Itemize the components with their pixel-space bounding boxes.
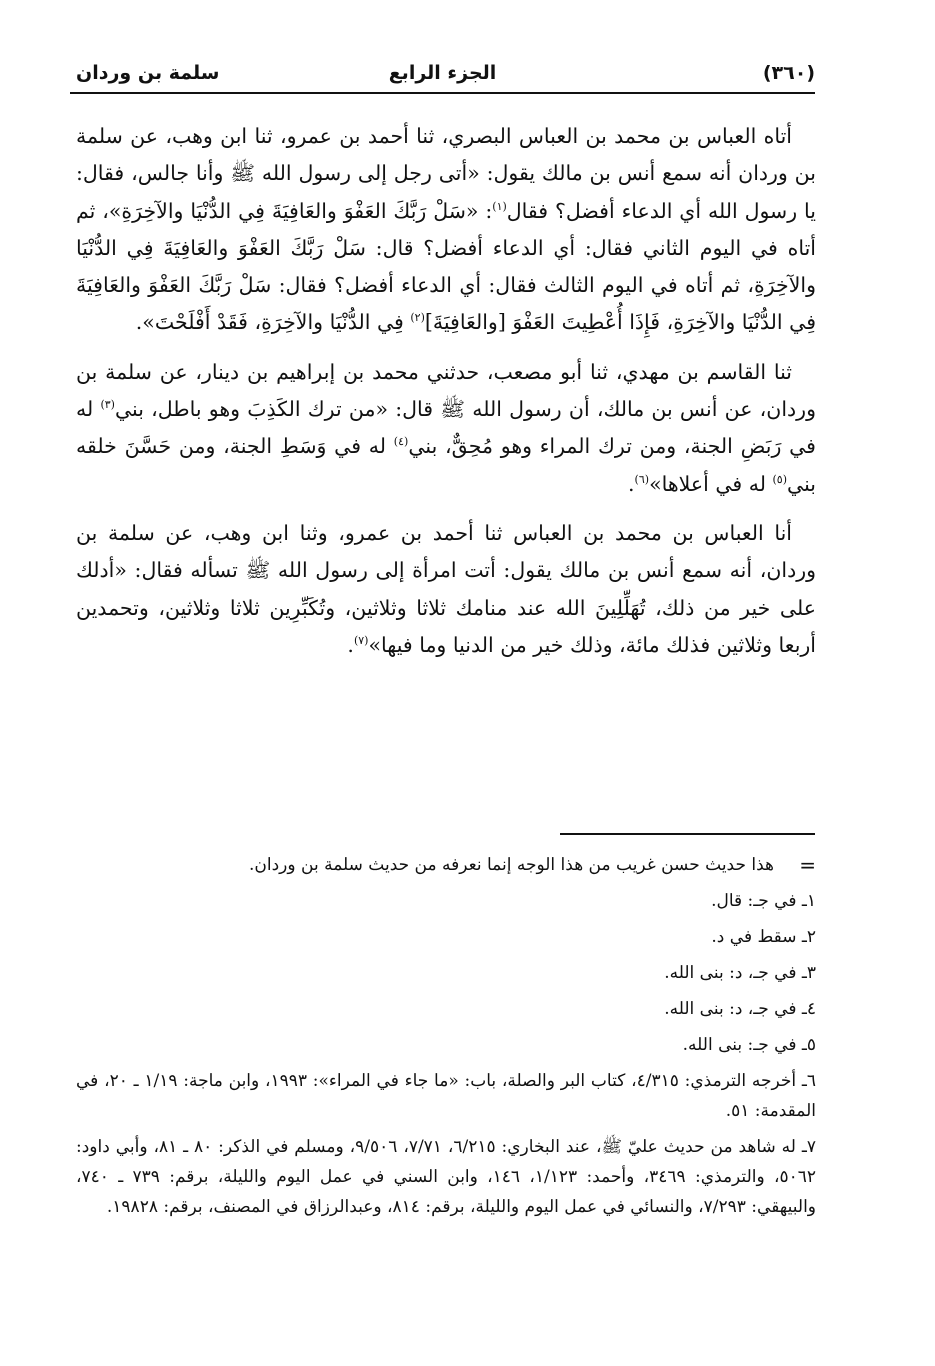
paragraph-text: أنا العباس بن محمد بن العباس ثنا أحمد بن عمرو، وثنا ابن وهب، عن سلمة بن وردان، أنه سمع أنس بن مالك يقول: أتت امرأة إلى رسول الله ﷺ تسأله فقال: «أدلك على خير من ذلك، تُهَلِّلِينَ الله عند منامك ثلاثا وثلاثين، وتُكَبِّرِين ثلاثا وثلاثين، وتحمدين أربعا وثلاثين فذلك مائة، وذلك خير من الدنيا وما فيها» [76, 520, 816, 657]
footnote-ref: (٦) [634, 472, 650, 486]
footnote-divider [560, 833, 815, 835]
chapter-title: سلمة بن وردان [76, 62, 220, 84]
main-text [76, 118, 816, 676]
footnotes [76, 850, 816, 1228]
footnote-item: ٣ـ في جـ، د: بنى الله. [664, 963, 816, 983]
paragraph-text: أتاه العباس بن محمد بن العباس البصري، ثنا أحمد بن عمرو، ثنا ابن وهب، عن سلمة بن وردان أنه سمع أنس بن مالك يقول: «أتى رجل إلى رسول الله ﷺ وأنا جالس، فقال: يا رسول الله أي الدعاء أفضل؟ فقال [76, 124, 816, 223]
footnote-item: ١ـ في جـ: قال. [711, 891, 816, 911]
continuation-text: هذا حديث حسن غريب من هذا الوجه إنما نعرفه من حديث سلمة بن وردان. [249, 855, 774, 875]
continuation-mark: = [799, 853, 816, 877]
paragraph-1 [76, 118, 816, 342]
footnote-ref: (٢) [410, 311, 425, 325]
paragraph-text: : «سَلْ رَبَّكَ العَفْوَ والعَافِيَةَ فِي الدُّنْيَا والآخِرَةِ»، ثم أتاه في اليوم الثاني فقال: أي الدعاء أفضل؟ قال: سَلْ رَبَّكَ العَفْوَ والعَافِيَةَ فِي الدُّنْيَا والآخِرَةِ، ثم أتاه في اليوم الثالث فقال: أي الدعاء أفضل؟ فقال: سَلْ رَبَّكَ العَفْوَ والعَافِيَةَ فِي الدُّنْيَا والآخِرَةِ، فَإِذَا أُعْطِيتَ العَفْوَ [والعَافِيَةَ] [76, 198, 816, 335]
footnote-item: ٦ـ أخرجه الترمذي: ٤/٣١٥، كتاب البر والصلة، باب: «ما جاء في المراء»: ١٩٩٣، وابن ماجة: ١/١٩ ـ ٢٠، في المقدمة: ٥١. [76, 1071, 816, 1121]
footnote-ref: (٣) [100, 398, 115, 412]
footnote-ref: (١) [492, 199, 507, 213]
page-number: (٣٦٠) [762, 62, 815, 84]
paragraph-text: له في رَبَضِ الجنة، ومن ترك المراء وهو مُحِقٌّ، بني [76, 397, 816, 459]
paragraph-text: . [347, 632, 354, 657]
paragraph-text: له في وَسَطِ الجنة، ومن حَسَّنَ خلقه بني [76, 434, 816, 496]
footnote-item: ٥ـ في جـ: بنى الله. [682, 1035, 816, 1055]
footnote-ref: (٥) [772, 472, 788, 486]
paragraph-text: ثنا القاسم بن مهدي، ثنا أبو مصعب، حدثني محمد بن إبراهيم بن دينار، عن سلمة بن وردان، عن أنس بن مالك، أن رسول الله ﷺ قال: «من ترك الكَذِبَ وهو باطل، بني [76, 359, 816, 422]
footnote-ref: (٧) [353, 634, 369, 648]
paragraph-3 [76, 515, 816, 664]
paragraph-text: . [628, 471, 635, 496]
footnote-continuation [76, 850, 816, 880]
paragraph-2 [76, 354, 816, 503]
footnote-ref: (٤) [393, 435, 409, 449]
footnote-item: ٤ـ في جـ، د: بنى الله. [664, 999, 816, 1019]
footnote-item: ٢ـ سقط في د. [711, 927, 816, 947]
paragraph-text: فِي الدُّنْيَا والآخِرَةِ، فَقَدْ أَفْلَحْتَ». [135, 310, 411, 335]
part-title: الجزء الرابع [388, 62, 497, 84]
paragraph-text: له في أعلاها» [649, 471, 773, 496]
footnote-item: ٧ـ له شاهد من حديث عليّ ﷺ، عند البخاري: ٦/٢١٥، ٧/٧١، ٩/٥٠٦، ومسلم في الذكر: ٨٠ ـ ٨١، وأبي داود: ٥٠٦٢، والترمذي: ٣٤٦٩، وأحمد: ١/١٢٣، ١٤٦، وابن السني في عمل اليوم والليلة، برقم: ٧٣٩ ـ ٧٤٠، والبيهقي: ٧/٢٩٣، والنسائي في عمل اليوم والليلة، برقم: ٨١٤، وعبدالرزاق في المصنف، برقم: ١٩٨٢٨. [76, 1137, 817, 1217]
page-header [70, 58, 815, 94]
